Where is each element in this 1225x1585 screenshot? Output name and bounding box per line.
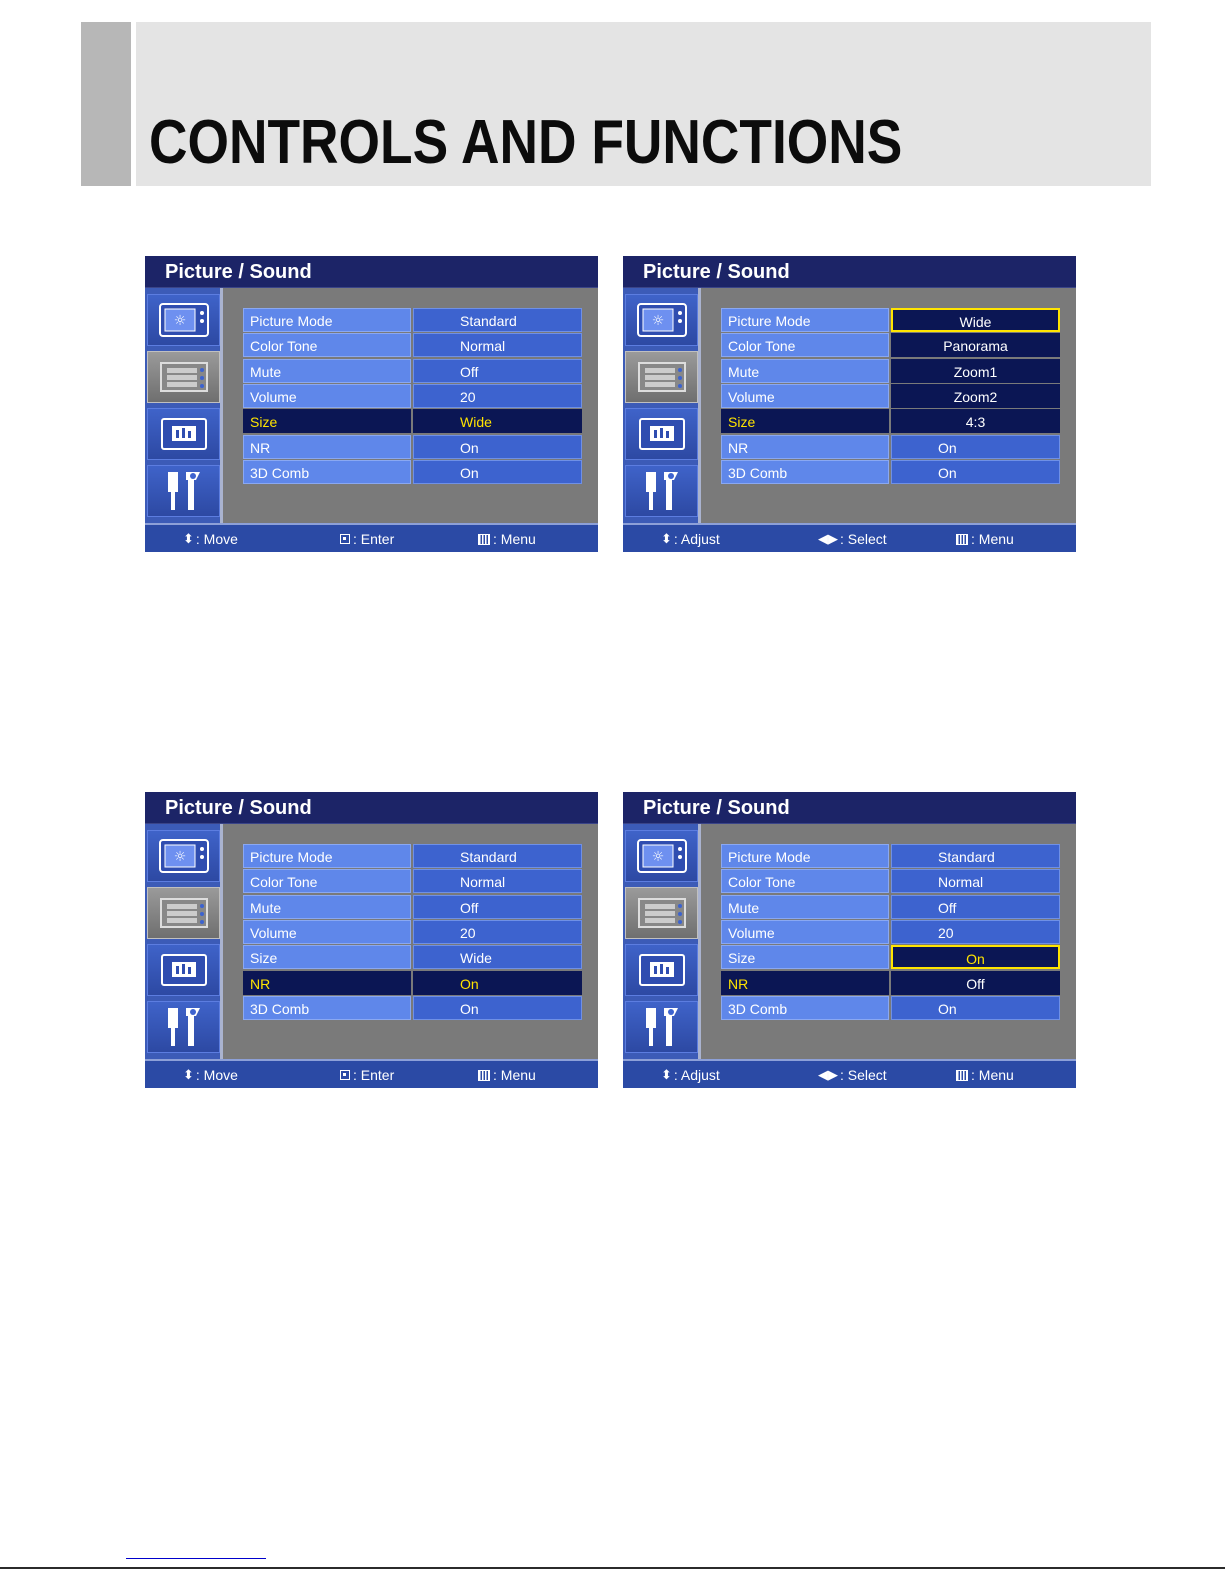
osd-sidebar: [623, 824, 701, 1059]
osd-title: Picture / Sound: [145, 792, 598, 824]
row-label: 3D Comb: [721, 996, 889, 1020]
nr-option[interactable]: Off: [891, 971, 1060, 995]
hint-text: : Menu: [493, 531, 536, 547]
row-value: Standard: [891, 844, 1060, 868]
hint-select: [818, 531, 887, 547]
screen-adjust-icon[interactable]: [147, 944, 220, 996]
row-nr[interactable]: [721, 971, 1060, 996]
nr-option-selected[interactable]: On: [891, 945, 1060, 969]
row-picture-mode[interactable]: [721, 844, 1060, 869]
row-label: Size: [721, 945, 889, 969]
row-label: Color Tone: [721, 333, 889, 357]
osd-screen-4: [623, 792, 1076, 1088]
hint-text: : Move: [195, 1067, 238, 1083]
enter-button-icon: [340, 534, 350, 544]
up-down-arrow-icon: ⬍: [183, 1067, 194, 1082]
row-nr[interactable]: [243, 435, 582, 460]
picture-tv-icon[interactable]: [625, 830, 698, 882]
row-value: On: [413, 996, 582, 1020]
row-color-tone[interactable]: [243, 333, 582, 358]
tools-setup-icon[interactable]: [147, 465, 220, 517]
row-label: Color Tone: [243, 869, 411, 893]
row-mute[interactable]: [721, 359, 1060, 384]
row-picture-mode[interactable]: [243, 308, 582, 333]
footnote-link-line: [126, 1558, 266, 1559]
osd-sidebar: [623, 288, 701, 523]
row-label: Size: [243, 409, 411, 433]
hint-text: : Menu: [493, 1067, 536, 1083]
hint-text: : Menu: [971, 1067, 1014, 1083]
size-option[interactable]: Zoom1: [891, 359, 1060, 383]
row-value: Off: [413, 359, 582, 383]
up-down-arrow-icon: ⬍: [661, 531, 672, 546]
left-right-arrow-icon: ◀▶: [818, 1067, 838, 1082]
hint-move: [183, 1067, 238, 1083]
row-value: 20: [891, 920, 1060, 944]
row-3d-comb[interactable]: [721, 996, 1060, 1021]
row-label: Volume: [243, 920, 411, 944]
row-label: Picture Mode: [721, 844, 889, 868]
row-label: Color Tone: [243, 333, 411, 357]
row-value: On: [413, 971, 582, 995]
left-right-arrow-icon: ◀▶: [818, 531, 838, 546]
hint-text: : Enter: [353, 1067, 395, 1083]
hint-menu: [956, 531, 1014, 547]
row-volume[interactable]: [721, 920, 1060, 945]
osd-screen-1: [145, 256, 598, 552]
row-color-tone[interactable]: [243, 869, 582, 894]
row-size[interactable]: [721, 409, 1060, 434]
menu-button-icon: [956, 534, 968, 545]
row-value: Wide: [413, 409, 582, 433]
row-value: On: [413, 460, 582, 484]
osd-footer: [623, 1059, 1076, 1088]
up-down-arrow-icon: ⬍: [183, 531, 194, 546]
hint-text: : Move: [195, 531, 238, 547]
svg-text:☼: ☼: [651, 313, 664, 329]
hint-text: : Enter: [353, 531, 395, 547]
row-volume[interactable]: [243, 920, 582, 945]
row-value: Off: [413, 895, 582, 919]
row-nr[interactable]: [721, 435, 1060, 460]
row-size[interactable]: [721, 945, 1060, 970]
hint-move: [183, 531, 238, 547]
osd-screen-3: [145, 792, 598, 1088]
tools-setup-icon[interactable]: [625, 1001, 698, 1053]
hint-menu: [956, 1067, 1014, 1083]
settings-table: [243, 844, 582, 1021]
sound-equalizer-icon[interactable]: [625, 351, 698, 403]
row-label: Volume: [721, 920, 889, 944]
picture-tv-icon[interactable]: [147, 294, 220, 346]
row-value: On: [891, 435, 1060, 459]
hint-text: : Select: [840, 531, 887, 547]
settings-table: [721, 844, 1060, 1021]
row-value: On: [413, 435, 582, 459]
row-picture-mode[interactable]: [721, 308, 1060, 333]
screen-adjust-icon[interactable]: [625, 408, 698, 460]
hint-enter: [340, 1067, 394, 1083]
menu-button-icon: [478, 534, 490, 545]
bottom-rule: [0, 1567, 1225, 1569]
osd-title: Picture / Sound: [623, 256, 1076, 288]
row-volume[interactable]: [721, 384, 1060, 409]
screen-adjust-icon[interactable]: [625, 944, 698, 996]
osd-footer: [145, 1059, 598, 1088]
row-value: Standard: [413, 844, 582, 868]
row-label: Mute: [721, 895, 889, 919]
row-label: Mute: [721, 359, 889, 383]
row-size[interactable]: [243, 409, 582, 434]
menu-button-icon: [478, 1070, 490, 1081]
row-value: 20: [413, 384, 582, 408]
up-down-arrow-icon: ⬍: [661, 1067, 672, 1082]
hint-enter: [340, 531, 394, 547]
row-label: Volume: [721, 384, 889, 408]
tools-setup-icon[interactable]: [147, 1001, 220, 1053]
settings-table: [243, 308, 582, 485]
row-value: Normal: [891, 869, 1060, 893]
row-label: NR: [721, 435, 889, 459]
picture-tv-icon[interactable]: [147, 830, 220, 882]
menu-button-icon: [956, 1070, 968, 1081]
row-label: NR: [721, 971, 889, 995]
sound-equalizer-icon[interactable]: [147, 351, 220, 403]
row-label: Picture Mode: [243, 308, 411, 332]
hint-menu: [478, 1067, 536, 1083]
header-tab: [81, 22, 131, 186]
row-value: Normal: [413, 333, 582, 357]
size-option[interactable]: Zoom2: [891, 384, 1060, 408]
row-mute[interactable]: [243, 895, 582, 920]
row-volume[interactable]: [243, 384, 582, 409]
row-3d-comb[interactable]: [243, 460, 582, 485]
hint-text: : Adjust: [673, 531, 720, 547]
svg-text:☼: ☼: [173, 849, 186, 865]
row-value: Normal: [413, 869, 582, 893]
osd-sidebar: [145, 824, 223, 1059]
row-label: Mute: [243, 359, 411, 383]
row-label: Size: [721, 409, 889, 433]
osd-screen-2: [623, 256, 1076, 552]
hint-text: : Menu: [971, 531, 1014, 547]
settings-table: [721, 308, 1060, 485]
row-nr[interactable]: [243, 971, 582, 996]
osd-footer: [623, 523, 1076, 552]
enter-button-icon: [340, 1070, 350, 1080]
row-color-tone[interactable]: [721, 869, 1060, 894]
tools-setup-icon[interactable]: [625, 465, 698, 517]
size-option-selected[interactable]: Wide: [891, 308, 1060, 332]
screen-adjust-icon[interactable]: [147, 408, 220, 460]
svg-text:☼: ☼: [651, 849, 664, 865]
osd-title: Picture / Sound: [623, 792, 1076, 824]
hint-menu: [478, 531, 536, 547]
hint-adjust: [661, 531, 720, 547]
row-label: Picture Mode: [243, 844, 411, 868]
row-color-tone[interactable]: [721, 333, 1060, 358]
osd-sidebar: [145, 288, 223, 523]
row-mute[interactable]: [721, 895, 1060, 920]
row-size[interactable]: [243, 945, 582, 970]
osd-title: Picture / Sound: [145, 256, 598, 288]
size-option[interactable]: 4:3: [891, 409, 1060, 433]
row-value: On: [891, 996, 1060, 1020]
row-label: Volume: [243, 384, 411, 408]
row-label: Color Tone: [721, 869, 889, 893]
row-mute[interactable]: [243, 359, 582, 384]
osd-footer: [145, 523, 598, 552]
row-value: On: [891, 460, 1060, 484]
row-label: Mute: [243, 895, 411, 919]
hint-text: : Adjust: [673, 1067, 720, 1083]
hint-text: : Select: [840, 1067, 887, 1083]
picture-tv-icon[interactable]: [625, 294, 698, 346]
hint-adjust: [661, 1067, 720, 1083]
row-label: NR: [243, 435, 411, 459]
sound-equalizer-icon[interactable]: [625, 887, 698, 939]
hint-select: [818, 1067, 887, 1083]
row-label: 3D Comb: [243, 996, 411, 1020]
row-label: Size: [243, 945, 411, 969]
row-label: Picture Mode: [721, 308, 889, 332]
row-label: NR: [243, 971, 411, 995]
row-3d-comb[interactable]: [243, 996, 582, 1021]
svg-text:☼: ☼: [173, 313, 186, 329]
row-3d-comb[interactable]: [721, 460, 1060, 485]
row-value: Off: [891, 895, 1060, 919]
row-value: Standard: [413, 308, 582, 332]
row-value: Wide: [413, 945, 582, 969]
page-title: CONTROLS AND FUNCTIONS: [149, 108, 903, 177]
row-label: 3D Comb: [721, 460, 889, 484]
row-picture-mode[interactable]: [243, 844, 582, 869]
size-option[interactable]: Panorama: [891, 333, 1060, 357]
row-label: 3D Comb: [243, 460, 411, 484]
row-value: 20: [413, 920, 582, 944]
sound-equalizer-icon[interactable]: [147, 887, 220, 939]
